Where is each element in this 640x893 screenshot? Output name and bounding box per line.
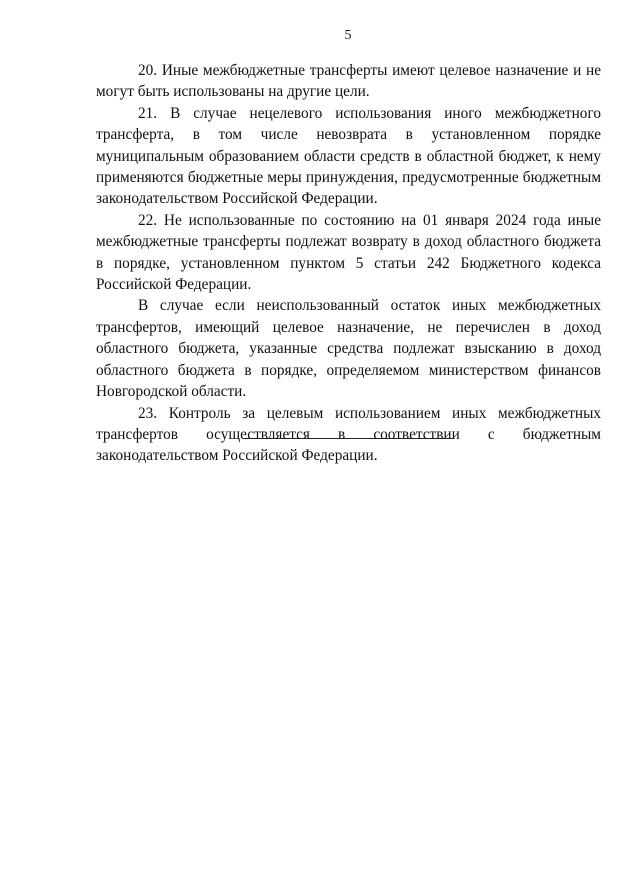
end-of-document-rule bbox=[245, 438, 454, 439]
paragraph-23: 23. Контроль за целевым использованием иных межбюджетных трансфертов осуществляется в соответствии с бюджетным законодательством Российской Федерации. bbox=[96, 404, 601, 465]
paragraph-21: 21. В случае нецелевого использования иного межбюджетного трансферта, в том числе невозврата в установленном порядке муниципальным образованием области средств в областной бюджет, к нему применяются бюджетные меры принуждения, предусмотренные бюджетным законодательством Российской Федерации. bbox=[96, 104, 601, 208]
document-body bbox=[96, 60, 601, 467]
paragraph-22-continued: В случае если неиспользованный остаток иных межбюджетных трансфертов, имеющий целевое назначение, не перечислен в доход областного бюджета, указанные средства подлежат взысканию в доход областного бюджета в порядке, определяемом министерством финансов Новгородской области. bbox=[96, 297, 601, 401]
paragraph-22: 22. Не использованные по состоянию на 01 января 2024 года иные межбюджетные трансферты подлежат возврату в доход областного бюджета в порядке, установленном пунктом 5 статьи 242 Бюджетного кодекса Российской Федерации. bbox=[96, 211, 601, 294]
paragraph-20: 20. Иные межбюджетные трансферты имеют целевое назначение и не могут быть использованы на другие цели. bbox=[96, 62, 601, 101]
page-number: 5 bbox=[344, 28, 352, 43]
